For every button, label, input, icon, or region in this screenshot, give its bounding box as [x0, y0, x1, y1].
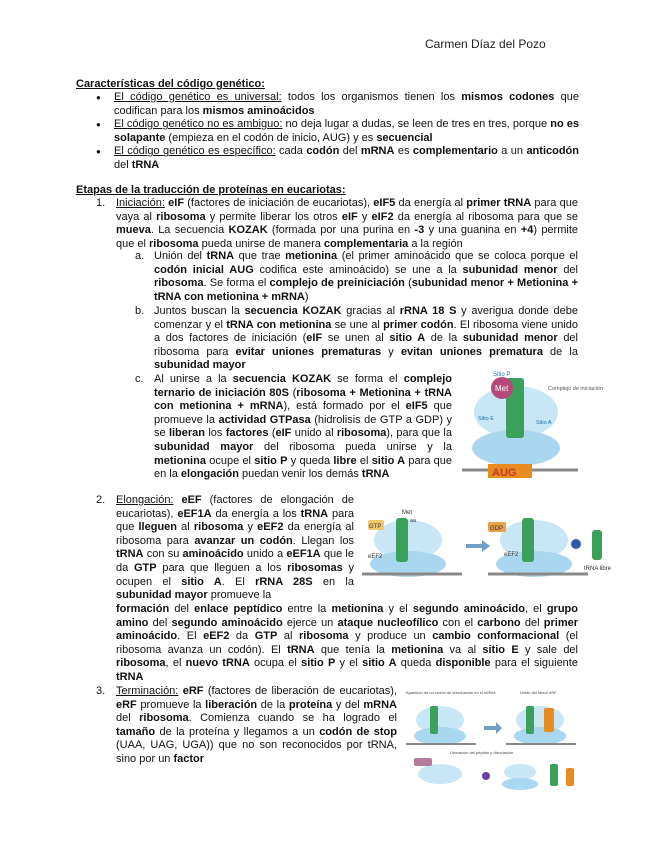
stage-initiation: Iniciación: eIF (factores de iniciación de eucariotas), eIF5 da energía al primer tRNA para que vaya al ribosoma y permite liberar los otros eIF y eIF2 da energía al ribosoma para que se mueva. La secuencia KOZAK (formada por una purina en -3 y una guanina en +4) permite que el ribosoma pueda unirse de manera complementaria a la región [116, 197, 578, 250]
erf-factor-shape [544, 708, 554, 732]
elongation-figure [362, 500, 620, 588]
label-sitio-a: Sitio A [536, 420, 552, 426]
free-trna-shape [592, 530, 602, 560]
label-trna-libre: tRNA libre [584, 566, 612, 572]
label-sitio-p: Sitio P [493, 372, 511, 378]
trna-shape [396, 518, 408, 562]
elongation-continued: formación del enlace peptídico entre la metionina y el segundo aminoácido, el grupo amino del segundo aminoácido ejerce un ataque nucleofílico con el carbono del primer aminoácido. El eEF2 da GTP al ribosoma y produce un cambio conformacional (el ribosoma avanza un codón). El tRNA que tenía la metionina va al sitio E y sale del ribosoma, el nuevo tRNA ocupa el sitio P y el sitio A queda disponible para el siguiente tRNA [116, 603, 579, 683]
list-marker: b. [135, 305, 145, 317]
list-marker: c. [135, 373, 144, 385]
label-gtp: GTP [369, 524, 382, 530]
initiation-step-a: Unión del tRNA que trae metionina (el primer aminoácido que se coloca porque el codón inicial AUG codifica este aminoácido) se une a la subunidad menor del ribosoma. Se forma el complejo de preiniciación (subunidad menor + Metionina + tRNA con metionina + mRNA) [154, 250, 578, 303]
label-sitio-e: Sitio E [478, 416, 494, 422]
stage-elongation: Elongación: eEF (factores de elongación de eucariotas), eEF1A da energía a los tRNA para que lleguen al ribosoma y eEF2 da energía al ribosoma para avanzar un codón. Llegan los tRNA con su aminoácido unido a eEF1A que le da GTP para que lleguen a los ribosomas y ocupen el sitio A. El rRNA 28S en la subunidad mayor promueve la [116, 494, 355, 602]
list-item: ● El código genético no es ambiguo: no deja lugar a dudas, se leen de tres en tres, porque no es solapante (empieza en el codón de inicio, AUG) y es secuencial [96, 118, 579, 145]
list-marker: a. [135, 250, 145, 262]
label-aug: AUG [492, 467, 517, 479]
termination-caption-3: Liberación del péptido y disociación [450, 750, 514, 755]
list-item: ● El código genético es universal: todos los organismos tienen los mismos codones que codifican para los mismos aminoácidos [96, 91, 579, 118]
initiation-complex-figure [460, 368, 604, 486]
code-features-list [96, 91, 579, 173]
list-marker: 3. [96, 685, 106, 697]
termination-caption-1: Aparición de un codón de terminación en el mRNA [406, 690, 496, 695]
label-complejo: Complejo de iniciación [548, 386, 604, 392]
trna-shape [522, 518, 534, 562]
label-met: Met [402, 510, 413, 516]
section-title-code: Características del código genético: [76, 78, 265, 90]
termination-caption-2: Unión del factor eRF [520, 690, 557, 695]
label-eef2: eEF2 [504, 552, 519, 558]
label-met: Met [495, 384, 509, 393]
initiation-step-c: Al unirse a la secuencia KOZAK se forma el complejo ternario de iniciación 80S (ribosoma + Metionina + tRNA con metionina + mRNA), está formado por el eIF5 que promueve la actividad GTPasa (hidrolisis de GTP a GDP) y se liberan los factores (eIF unido al ribosoma), para que la subunidad mayor del ribosoma pueda unirse y la metionina ocupe el sitio P y queda libre el sitio A para que en la elongación puedan venir los demás tRNA [154, 373, 452, 481]
label-aa: aa [410, 518, 417, 524]
section-title-stages: Etapas de la traducción de proteínas en eucariotas: [76, 184, 346, 196]
stage-termination: Terminación: eRF (factores de liberación de eucariotas), eRF promueve la liberación de la proteína y del mRNA del ribosoma. Comienza cuando se ha logrado el tamaño de la proteína y llegamos a un codón de stop (UAA, UAG, UGA)) que no son reconocidos por tRNA, sino por un factor [116, 685, 397, 765]
initiation-step-b: Juntos buscan la secuencia KOZAK gracias al rRNA 18 S y averigua donde debe comenzar y el tRNA con metionina se une al primer codón. El ribosoma viene unido a dos factores de iniciación (eIF se unen al sitio A de la subunidad menor del ribosoma para evitar uniones prematuras y evitan uniones prematura de la subunidad mayor [154, 305, 578, 372]
termination-figure [400, 686, 588, 798]
label-eef2: eEF2 [368, 554, 383, 560]
ribosome-dot [571, 539, 581, 549]
list-item: ● El código genético es específico: cada codón del mRNA es complementario a un anticodón del tRNA [96, 145, 579, 172]
label-gdp: GDP [490, 526, 504, 532]
list-marker: 2. [96, 494, 106, 506]
author-name: Carmen Díaz del Pozo [425, 37, 546, 51]
list-marker: 1. [96, 197, 106, 209]
release-dot [482, 772, 490, 780]
